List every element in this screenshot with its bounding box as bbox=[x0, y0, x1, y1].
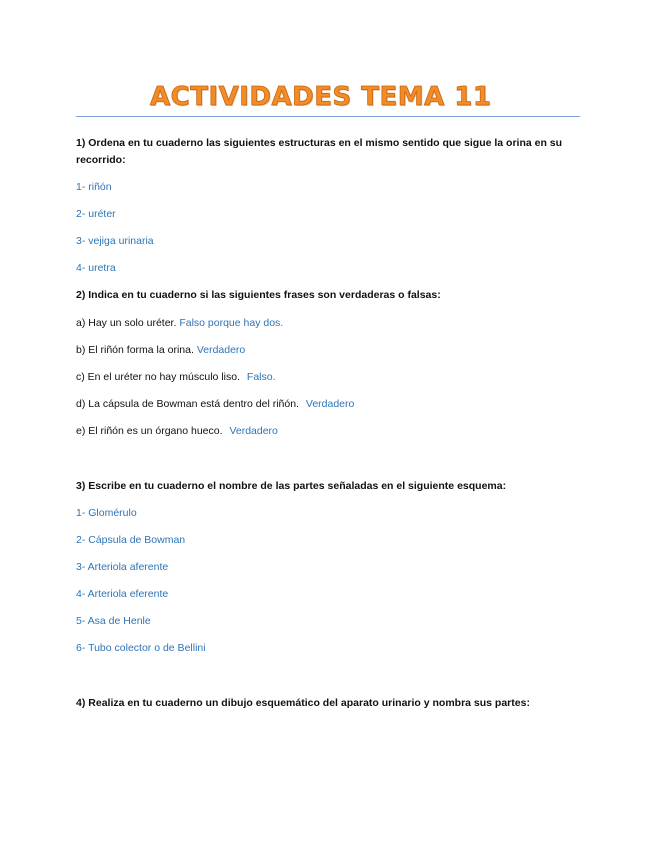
q2-item-d-answer: Verdadero bbox=[305, 398, 355, 410]
question-2-text: Indica en tu cuaderno si las siguientes frases son verdaderas o falsas: bbox=[88, 289, 441, 301]
q2-item-e bbox=[76, 423, 278, 439]
question-3-text: Escribe en tu cuaderno el nombre de las partes señaladas en el siguiente esquema: bbox=[88, 480, 507, 492]
q2-item-c-statement: c) En el uréter no hay músculo liso. bbox=[76, 371, 240, 383]
q2-item-c bbox=[76, 369, 276, 385]
q2-item-d bbox=[76, 396, 354, 412]
q2-item-a-answer: Falso porque hay dos. bbox=[179, 317, 284, 329]
q1-answer-1: 1- riñón bbox=[76, 181, 112, 193]
question-2 bbox=[76, 287, 576, 304]
q3-answer-6: 6- Tubo colector o de Bellini bbox=[76, 642, 206, 654]
question-4 bbox=[76, 695, 576, 712]
q2-item-c-answer: Falso. bbox=[246, 371, 276, 383]
q3-answer-3: 3- Arteriola aferente bbox=[76, 561, 169, 573]
q3-answer-4: 4- Arteriola eferente bbox=[76, 588, 169, 600]
page-title: ACTIVIDADES TEMA 11 bbox=[150, 82, 492, 112]
q3-answer-2: 2- Cápsula de Bowman bbox=[76, 534, 186, 546]
q2-item-a bbox=[76, 315, 283, 331]
q2-item-d-statement: d) La cápsula de Bowman está dentro del riñón. bbox=[76, 398, 299, 410]
q2-item-e-statement: e) El riñón es un órgano hueco. bbox=[76, 425, 223, 437]
question-1-number: 1) bbox=[76, 137, 86, 149]
title-underline bbox=[76, 116, 580, 117]
q2-item-e-answer: Verdadero bbox=[229, 425, 278, 437]
q1-answer-2: 2- uréter bbox=[76, 208, 116, 220]
question-4-text: Realiza en tu cuaderno un dibujo esquemático del aparato urinario y nombra sus partes: bbox=[88, 697, 530, 709]
question-3 bbox=[76, 478, 576, 495]
q1-answer-3: 3- vejiga urinaria bbox=[76, 235, 154, 247]
q3-answer-5: 5- Asa de Henle bbox=[76, 615, 151, 627]
question-2-number: 2) bbox=[76, 289, 86, 301]
question-4-number: 4) bbox=[76, 697, 86, 709]
q3-answer-1: 1- Glomérulo bbox=[76, 507, 137, 519]
q2-item-a-statement: a) Hay un solo uréter. bbox=[76, 317, 177, 329]
q2-item-b-answer: Verdadero bbox=[196, 344, 246, 356]
question-1-text: Ordena en tu cuaderno las siguientes estructuras en el mismo sentido que sigue la orina en su recorrido: bbox=[76, 137, 563, 166]
q2-item-b bbox=[76, 342, 245, 358]
q2-item-b-statement: b) El riñón forma la orina. bbox=[76, 344, 194, 356]
question-3-number: 3) bbox=[76, 480, 86, 492]
q1-answer-4: 4- uretra bbox=[76, 262, 116, 274]
question-1 bbox=[76, 135, 576, 169]
